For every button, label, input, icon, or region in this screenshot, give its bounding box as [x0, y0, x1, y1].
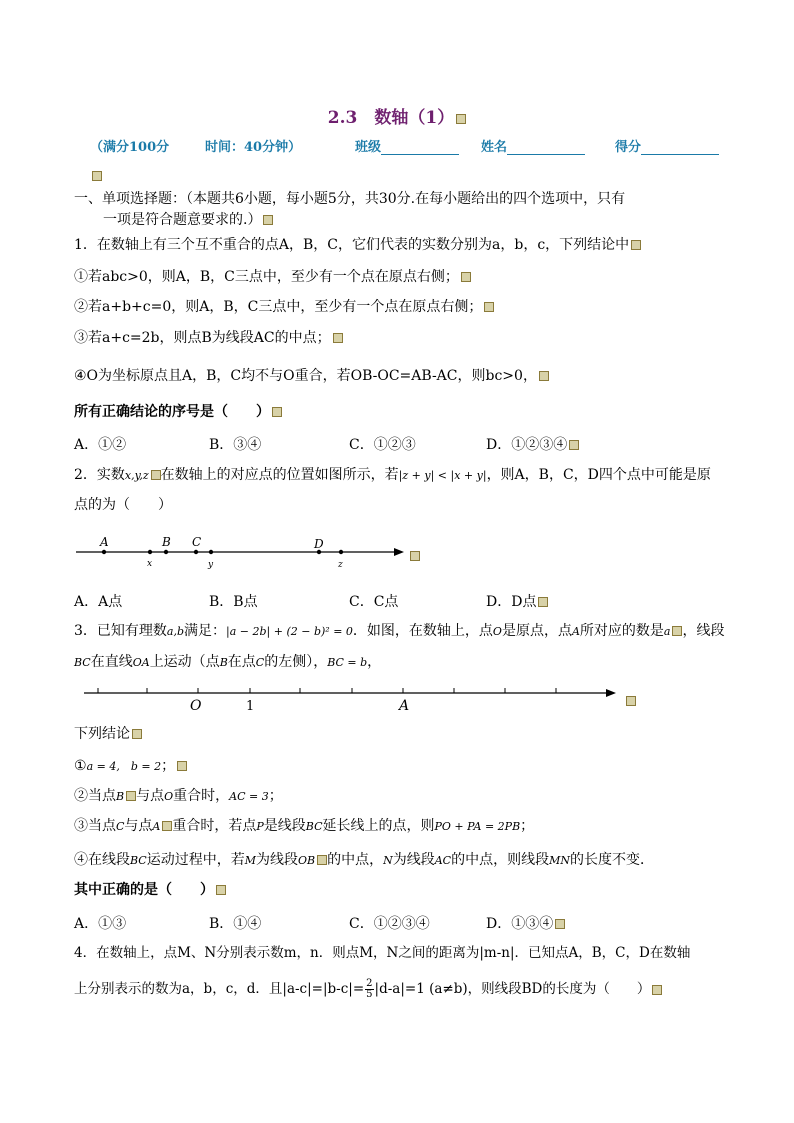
q3-c4-l: MN: [549, 854, 570, 867]
q3-conclusion-3: [74, 817, 534, 836]
q2-stem: [74, 466, 711, 485]
flag-icon: [151, 470, 161, 480]
q3-bc-equation: BC = b: [327, 656, 368, 669]
q3-c4-a: ④在线段: [74, 852, 130, 868]
q3-stem-e: 所对应的数是: [579, 623, 664, 639]
flag-icon: [626, 696, 636, 706]
flag-icon: [410, 551, 420, 561]
flag-icon: [216, 885, 226, 895]
flag-icon: [263, 215, 273, 225]
q2-stem-c: ，则A，B，C，D四个点中可能是原: [486, 467, 711, 483]
q1-option-a[interactable]: A．①②: [74, 437, 127, 453]
q2-label-x: x: [147, 559, 153, 569]
q3-l2-a: 在直线: [90, 654, 133, 670]
q2-stem-b: 在数轴上的对应点的位置如图所示，若: [160, 467, 399, 483]
q3-c3-eq: PO + PA = 2PB: [434, 820, 521, 833]
q2-point-c: [194, 550, 198, 554]
full-score: （满分100分: [90, 140, 170, 155]
q3-c2-d: O: [164, 790, 174, 803]
flag-icon: [569, 440, 579, 450]
q2-label-a: A: [100, 535, 109, 549]
q3-c4-j: AC: [434, 854, 452, 867]
q2-point-z: [339, 550, 343, 554]
flag-icon: [631, 240, 641, 250]
q3-ticks: [98, 688, 556, 693]
q3-var-bc: BC: [74, 656, 91, 669]
flag-icon: [461, 272, 471, 282]
page-title: [0, 103, 794, 128]
q3-conclusion-4: [74, 851, 654, 870]
q3-ask-text: 其中正确的是（ ）: [74, 882, 214, 898]
flag-icon: [672, 626, 682, 636]
q3-label-o: O: [190, 698, 202, 714]
q3-c3-f: P: [256, 820, 264, 833]
q3-c4-e: 为线段: [255, 852, 298, 868]
q3-c3-e: 重合时，若点: [172, 818, 257, 834]
class-label: 班级: [355, 140, 382, 155]
q3-c4-m: 的长度不变．: [569, 852, 654, 868]
q3-conclusion-2: [74, 787, 283, 806]
q2-option-b[interactable]: B．B点: [209, 594, 258, 610]
q3-vars: a,b: [166, 625, 185, 638]
q4-stem-line2: [74, 979, 662, 1000]
q3-label-1: 1: [246, 699, 255, 714]
q1-statement-2-text: ②若a+b+c=0，则A，B，C三点中，至少有一个点在原点右侧；: [74, 299, 483, 315]
q2-vars: x,y,z: [124, 469, 149, 482]
time-limit: 时间：40分钟）: [205, 140, 302, 155]
q3-stem-a: 3．已知有理数: [74, 623, 167, 639]
q3-c4-c: 运动过程中，若: [146, 852, 245, 868]
q3-stem: [74, 622, 724, 641]
q3-c3-i: 延长线上的点，则: [322, 818, 435, 834]
q1-option-d-text: D．①②③④: [486, 437, 568, 453]
q3-stem-b: 满足：: [184, 623, 227, 639]
q3-var-pb: B: [219, 656, 228, 669]
flag-icon: [272, 407, 282, 417]
class-field: [355, 136, 459, 155]
q3-stem-d: 是原点，点: [501, 623, 572, 639]
flag-icon: [555, 919, 565, 929]
q1-statement-4-text: ④O为坐标原点且A，B，C均不与O重合，若OB-OC=AB-AC，则bc>0，: [74, 368, 537, 384]
q2-option-c[interactable]: C．C点: [349, 594, 399, 610]
q2-point-y: [209, 550, 213, 554]
q2-option-a[interactable]: A．A点: [74, 594, 123, 610]
q3-stem-f: ，线段: [682, 623, 725, 639]
q4-fraction-den: 5: [366, 989, 373, 1000]
q2-stem-line2: 点的为（ ）: [74, 497, 172, 513]
q2-label-y: y: [208, 560, 214, 570]
flag-icon: [484, 302, 494, 312]
q3-l2-e: ，: [367, 654, 382, 670]
q3-var-o: O: [492, 625, 502, 638]
title-text: 2.3 数轴（1）: [327, 108, 455, 128]
q4-stem-line1: 4．在数轴上，点M、N分别表示数m，n．则点M，N之间的距离为|m-n|．已知点A，B，C，D在数轴: [74, 945, 691, 961]
q3-c2-f: ；: [268, 788, 283, 804]
q3-c2-c: 与点: [136, 788, 165, 804]
q3-c3-b: C: [116, 820, 125, 833]
q3-c2-e: 重合时，: [173, 788, 230, 804]
q3-l2-b: 上运动（点: [149, 654, 220, 670]
flag-icon: [456, 114, 466, 124]
q1-statement-1: [74, 268, 471, 286]
q3-option-c[interactable]: C．①②③④: [349, 916, 430, 932]
q3-var-a: A: [571, 625, 580, 638]
q3-stem-line2: [74, 653, 381, 672]
q2-label-c: C: [192, 535, 202, 549]
q2-option-d[interactable]: [486, 591, 548, 611]
q2-point-a: [102, 550, 106, 554]
q3-number-line: [80, 680, 640, 714]
q4-fraction: [365, 979, 373, 1000]
q2-condition: |z + y| < |x + y|: [398, 469, 487, 482]
q3-c4-g: 的中点，: [327, 852, 384, 868]
name-blank: [507, 140, 585, 155]
q3-c1-end: ；: [161, 758, 176, 774]
q3-c3-g: 是线段: [263, 818, 306, 834]
q3-conclusions-text: 下列结论: [74, 726, 130, 742]
q3-c3-h: BC: [305, 820, 323, 833]
q3-axis-arrow: [606, 689, 616, 697]
q2-number-line: [70, 530, 430, 572]
q3-conclusions-label: [74, 725, 142, 743]
q3-var-pc: C: [255, 656, 265, 669]
q3-c4-f: OB: [297, 854, 316, 867]
flag-icon: [162, 821, 172, 831]
q3-c2-b: B: [116, 790, 125, 803]
q3-ask: [74, 881, 226, 899]
q1-statement-4: [74, 367, 549, 385]
q1-stem: [74, 236, 641, 254]
q1-statement-1-text: ①若abc>0，则A，B，C三点中，至少有一个点在原点右侧；: [74, 269, 459, 285]
flag-icon: [539, 371, 549, 381]
q1-statement-2: [74, 298, 494, 316]
q4-fraction-num: 2: [366, 978, 373, 989]
q3-option-a[interactable]: A．①③: [74, 916, 127, 932]
q2-option-d-text: D．D点: [486, 594, 537, 610]
score-field: [615, 136, 719, 155]
q3-l2-d: 的左侧），: [264, 654, 328, 670]
q3-c3-j: ；: [520, 818, 535, 834]
flag-icon: [92, 171, 102, 181]
q1-stem-text: 1．在数轴上有三个互不重合的点A，B，C，它们代表的实数分别为a，b，c，下列结论中: [74, 237, 630, 253]
q3-stem-c: ．如图，在数轴上，点: [352, 623, 493, 639]
class-blank: [381, 140, 459, 155]
q3-c1-num: ①: [74, 758, 87, 774]
q3-var-a2: a: [663, 625, 671, 638]
q3-label-a: A: [399, 698, 410, 714]
section-heading-text: 一项是符合题意要求的.）: [103, 212, 262, 228]
q3-var-oa: OA: [132, 656, 150, 669]
flag-icon: [126, 791, 136, 801]
name-label: 姓名: [481, 140, 508, 155]
q4-l2-a: 上分别表示的数为a，b，c，d．且|a-c|=|b-c|=: [74, 981, 365, 997]
q3-c3-d: A: [152, 820, 161, 833]
section-heading-line2: [103, 211, 273, 229]
flag-icon: [177, 761, 187, 771]
score-label: 得分: [615, 140, 642, 155]
q1-statement-3: [74, 329, 343, 347]
q3-c4-k: 的中点，则线段: [451, 852, 550, 868]
q3-option-d[interactable]: [486, 913, 565, 933]
q1-ask-text: 所有正确结论的序号是（ ）: [74, 404, 270, 420]
q2-label-z: z: [338, 560, 343, 570]
flag-icon: [333, 333, 343, 343]
flag-icon: [317, 855, 327, 865]
name-field: [481, 136, 585, 155]
q2-label-b: B: [162, 535, 171, 549]
q3-option-d-text: D．①③④: [486, 916, 554, 932]
q3-c3-c: 与点: [124, 818, 153, 834]
q3-c3-a: ③当点: [74, 818, 116, 834]
q1-option-c[interactable]: C．①②③: [349, 437, 416, 453]
q1-option-b[interactable]: B．③④: [209, 437, 262, 453]
q3-c4-h: N: [383, 854, 393, 867]
flag-icon: [538, 597, 548, 607]
q4-l2-b: |d-a|=1 (a≠b)，则线段BD的长度为（ ）: [374, 981, 651, 997]
q3-l2-c: 在点: [227, 654, 256, 670]
q3-c4-b: BC: [130, 854, 147, 867]
q2-stem-a: 2．实数: [74, 467, 125, 483]
q3-option-b[interactable]: B．①④: [209, 916, 262, 932]
q3-c4-i: 为线段: [392, 852, 435, 868]
q1-option-d[interactable]: [486, 434, 579, 454]
q2-point-x: [148, 550, 152, 554]
q2-axis-arrow: [394, 548, 404, 556]
flag-icon: [652, 985, 662, 995]
q3-c2-a: ②当点: [74, 788, 116, 804]
q2-point-b: [164, 550, 168, 554]
q3-c2-eq: AC = 3: [229, 790, 269, 803]
score-blank: [641, 140, 719, 155]
q2-label-d: D: [314, 537, 324, 551]
q1-ask: [74, 403, 282, 421]
q3-c1-eq: a = 4, b = 2: [86, 760, 162, 773]
q3-c4-d: M: [244, 854, 256, 867]
q3-equation: |a − 2b| + (2 − b)² = 0: [226, 625, 353, 638]
flag-icon: [132, 729, 142, 739]
section-heading-line1: 一、单项选择题：（本题共6小题，每小题5分，共30分.在每小题给出的四个选项中，只有: [74, 191, 626, 207]
q3-conclusion-1: [74, 757, 187, 776]
q1-statement-3-text: ③若a+c=2b，则点B为线段AC的中点；: [74, 330, 331, 346]
